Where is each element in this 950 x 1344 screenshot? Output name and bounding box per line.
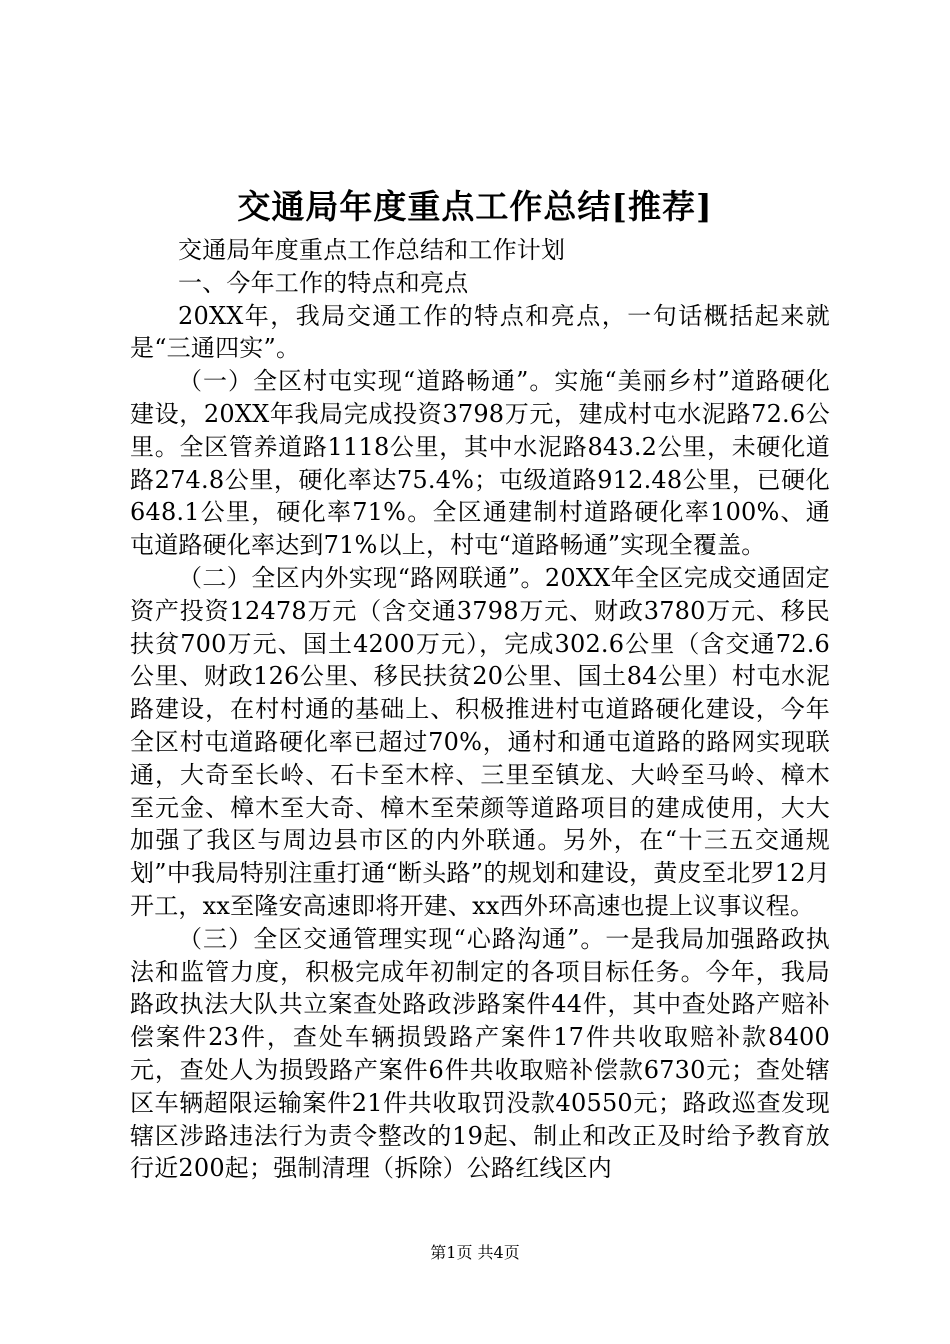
section-heading: 一、今年工作的特点和亮点 — [178, 268, 469, 297]
paragraph-intro: 20XX年，我局交通工作的特点和亮点，一句话概括起来就是“三通四实”。 — [130, 301, 830, 363]
paragraph-road-network: （二）全区内外实现“路网联通”。20XX年全区完成交通固定资产投资12478万元（含交通3798万元、财政3780万元、移民扶贫700万元、国土4200万元），完成302.6公里（含交通72.6公里、财政126公里、移民扶贫20公里、国土84公里）村屯水泥路建设，在村村通的基础上、积极推进村屯道路硬化建设，今年全区村屯道路硬化率已超过70%，通村和通屯道路的路网实现联通，大奇至长岭、石卡至木梓、三里至镇龙、大岭至马岭、樟木至元金、樟木至大奇、樟木至荣颜等道路项目的建成使用，大大加强了我区与周边县市区的内外联通。另外，在“十三五交通规划”中我局特别注重打通“断头路”的规划和建设，黄皮至北罗12月开工，xx至隆安高速即将开建、xx西外环高速也提上议事议程。 — [130, 563, 830, 920]
paragraph-traffic-management: （三）全区交通管理实现“心路沟通”。一是我局加强路政执法和监管力度，积极完成年初制定的各项目标任务。今年，我局路政执法大队共立案查处路政涉路案件44件，其中查处路产赔补偿案件23件，查处车辆损毁路产案件17件共收取赔补款8400元，查处人为损毁路产案件6件共收取赔补偿款6730元；查处辖区车辆超限运输案件21件共收取罚没款40550元；路政巡查发现辖区涉路违法行为责令整改的19起、制止和改正及时给予教育放行近200起；强制清理（拆除）公路红线区内 — [130, 924, 830, 1183]
page-footer: 第1页 共4页 — [430, 1243, 520, 1262]
document-body — [130, 234, 830, 1185]
document-subtitle: 交通局年度重点工作总结和工作计划 — [178, 236, 566, 264]
paragraph-road-access: （一）全区村屯实现“道路畅通”。实施“美丽乡村”道路硬化建设，20XX年我局完成投资3798万元，建成村屯水泥路72.6公里。全区管养道路1118公里，其中水泥路843.2公里，未硬化道路274.8公里，硬化率达75.4%；屯级道路912.48公里，已硬化648.1公里，硬化率71%。全区通建制村道路硬化率100%、通屯道路硬化率达到71%以上，村屯“道路畅通”实现全覆盖。 — [130, 367, 830, 560]
document-title: 交通局年度重点工作总结[推荐] — [237, 187, 713, 226]
